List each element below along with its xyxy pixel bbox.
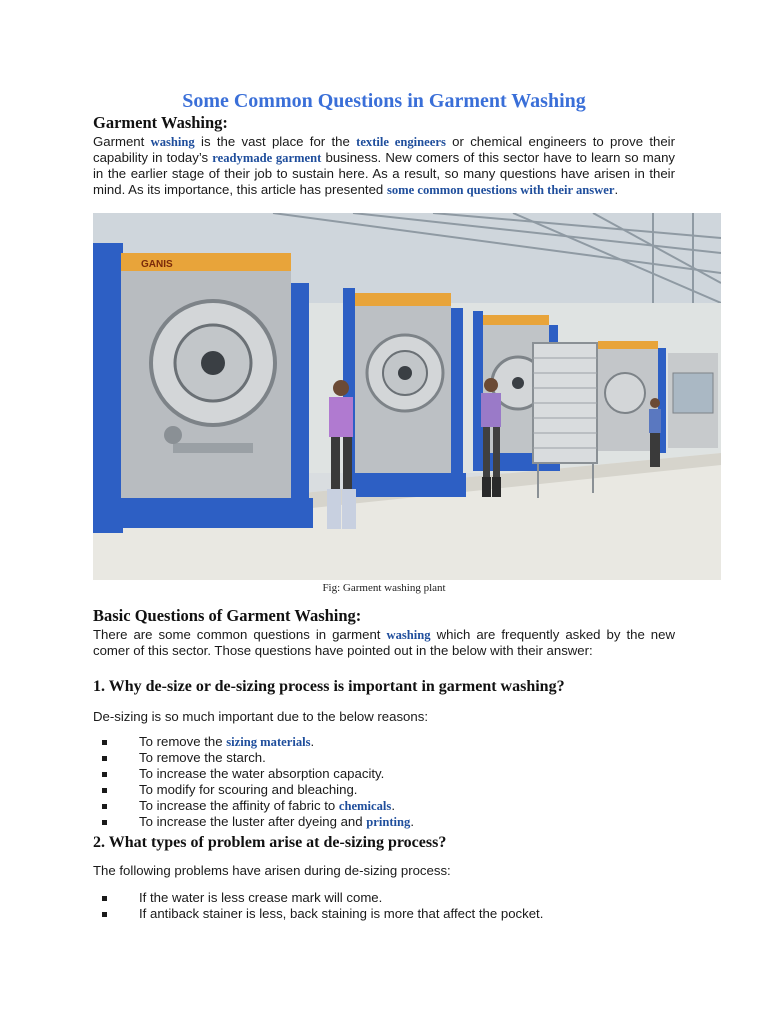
list-item (93, 906, 675, 922)
list-item-tail: . (391, 798, 396, 813)
list-item-text: If the water is less crease mark will come. (139, 890, 383, 905)
list-item (93, 890, 675, 906)
section-heading-garment-washing: Garment Washing: (93, 113, 228, 132)
link-common-questions[interactable]: some common questions with their answer (386, 183, 615, 197)
garment-washing-plant-photo (93, 213, 721, 580)
page-title: Some Common Questions in Garment Washing (182, 90, 586, 112)
list-item-text: If antiback stainer is less, back staining is more that affect the pocket. (139, 906, 544, 921)
basic-text-a: There are some common questions in garment (93, 627, 387, 642)
bullet-icon (102, 912, 107, 917)
list-item (93, 734, 675, 750)
bullet-icon (102, 740, 107, 745)
question-1-intro: De-sizing is so much important due to the below reasons: (93, 709, 428, 724)
bullet-icon (102, 820, 107, 825)
intro-paragraph (93, 134, 675, 198)
bullet-icon (102, 804, 107, 809)
intro-text-b: is the vast place for the (194, 134, 357, 149)
link-sizing-materials[interactable]: sizing materials (226, 735, 311, 749)
machine-brand-label: GANIS (141, 259, 173, 270)
bullet-icon (102, 896, 107, 901)
link-washing-2[interactable]: washing (386, 628, 431, 642)
list-item-text: To increase the water absorption capacity. (139, 766, 385, 781)
list-item (93, 798, 675, 814)
basic-text-b: which are frequently asked by the new comer of this sector. Those questions have pointed out in the below with their answer: (93, 627, 675, 658)
link-textile-engineers[interactable]: textile engineers (356, 135, 446, 149)
list-item (93, 814, 675, 830)
list-item-text: To remove the (139, 734, 227, 749)
bullet-icon (102, 756, 107, 761)
figure-caption: Fig: Garment washing plant (322, 582, 446, 594)
list-item-text: To increase the affinity of fabric to (139, 798, 339, 813)
list-item-text: To modify for scouring and bleaching. (139, 782, 358, 797)
list-item-text: To increase the luster after dyeing and (139, 814, 367, 829)
intro-text-c: or chemical engineers to prove their capability in today’s (93, 134, 675, 165)
link-washing[interactable]: washing (150, 135, 195, 149)
question-1-heading: 1. Why de-size or de-sizing process is important in garment washing? (93, 678, 565, 695)
question-2-list (93, 890, 675, 922)
intro-text-a: Garment (93, 134, 151, 149)
plant-illustration (93, 213, 721, 580)
list-item-text: To remove the starch. (139, 750, 266, 765)
list-item-tail: . (310, 734, 315, 749)
list-item (93, 766, 675, 782)
question-2-heading: 2. What types of problem arise at de-sizing process? (93, 834, 447, 851)
link-printing[interactable]: printing (366, 815, 411, 829)
intro-text-d: business. New comers of this sector have to learn so many in the earlier stage of their job to sustain here. As a result, so many questions have arisen in their mind. As its importance, this article has presented (93, 150, 676, 197)
question-2-intro: The following problems have arisen during de-sizing process: (93, 863, 451, 878)
list-item (93, 782, 675, 798)
intro-text-e: . (614, 182, 619, 197)
basic-questions-paragraph (93, 627, 675, 659)
bullet-icon (102, 772, 107, 777)
link-chemicals[interactable]: chemicals (338, 799, 392, 813)
list-item (93, 750, 675, 766)
link-readymade-garment[interactable]: readymade garment (212, 151, 322, 165)
list-item-tail: . (410, 814, 415, 829)
bullet-icon (102, 788, 107, 793)
section-heading-basic-questions: Basic Questions of Garment Washing: (93, 606, 362, 625)
question-1-list (93, 734, 675, 830)
